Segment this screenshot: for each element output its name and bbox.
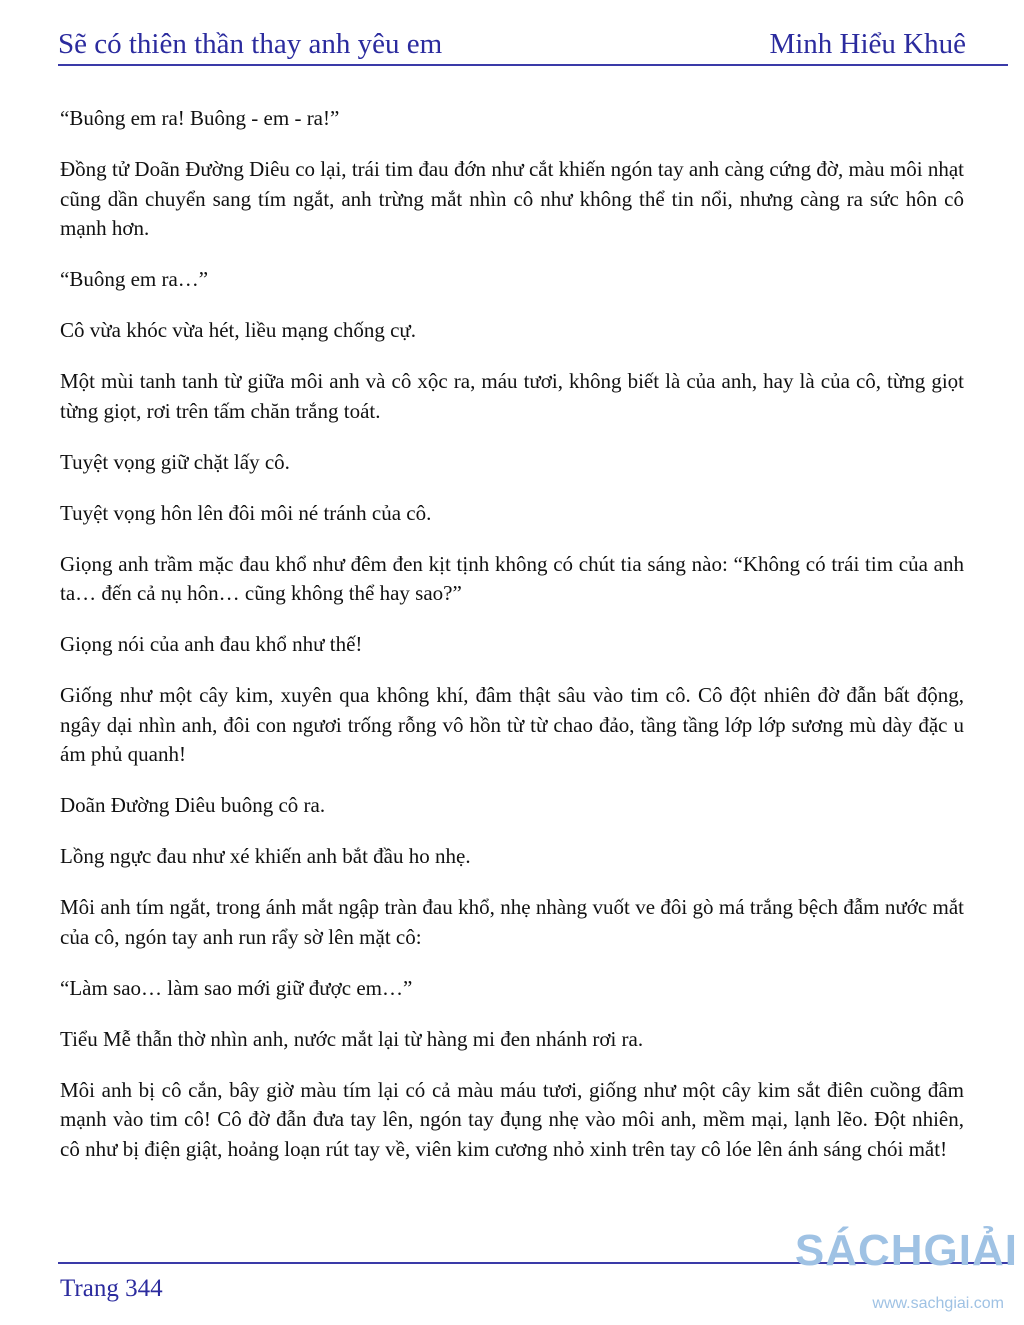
paragraph: Tuyệt vọng hôn lên đôi môi né tránh của cô. [60,500,432,525]
watermark-url: www.sachgiai.com [872,1295,1004,1312]
watermark-logo [794,1214,1024,1324]
paragraph: “Buông em ra! Buông - em - ra!” [60,106,340,130]
paragraph: Môi anh bị cô cắn, bây giờ màu tím lại có cả màu máu tươi, giống như một cây kim sắt điên cuồng đâm mạnh vào tim cô! Cô đờ đẫn đưa tay lên, ngón tay đụng nhẹ vào môi anh, mềm mại, lạnh lẽo. Đột nhiên, cô như bị điện giật, hoảng loạn rút tay về, viên kim cương nhỏ xinh trên tay cô lóe lên ánh sáng chói mắt! [60,1077,964,1161]
paragraph: Giọng nói của anh đau khổ như thế! [60,632,363,656]
paragraph: Lồng ngực đau như xé khiến anh bắt đầu ho nhẹ. [60,844,471,868]
page-header [58,24,966,64]
paragraph: Môi anh tím ngắt, trong ánh mắt ngập tràn đau khổ, nhẹ nhàng vuốt ve đôi gò má trắng bệch đẫm nước mắt của cô, ngón tay anh run rẩy sờ lên mặt cô: [60,895,964,949]
header-divider [58,64,1008,66]
page-number: Trang 344 [60,1275,163,1302]
book-title: Sẽ có thiên thần thay anh yêu em [58,28,443,60]
page-body [60,104,964,1186]
paragraph: Doãn Đường Diêu buông cô ra. [60,793,326,817]
author-name: Minh Hiểu Khuê [769,28,966,60]
paragraph: Giống như một cây kim, xuyên qua không khí, đâm thật sâu vào tim cô. Cô đột nhiên đờ đẫn bất động, ngây dại nhìn anh, đôi con ngươi trống rỗng vô hồn từ từ chao đảo, tầng tầng lớp lớp sương mù dày đặc u ám phủ quanh! [60,683,964,766]
watermark-brand: SÁCHGIẢI [794,1226,1018,1275]
paragraph: Cô vừa khóc vừa hét, liều mạng chống cự. [60,318,417,342]
paragraph: Giọng anh trầm mặc đau khổ như đêm đen kịt tịnh không có chút tia sáng nào: “Không có trái tim của anh ta… đến cả nụ hôn… cũng không thể hay sao?” [60,551,964,605]
paragraph: Đồng tử Doãn Đường Diêu co lại, trái tim đau đớn như cắt khiến ngón tay anh càng cứng đờ, màu môi nhạt cũng dần chuyển sang tím ngắt, anh trừng mắt nhìn cô như không thể tin nổi, nhưng càng ra sức hôn cô mạnh hơn. [60,157,964,240]
paragraph: Một mùi tanh tanh từ giữa môi anh và cô xộc ra, máu tươi, không biết là của anh, hay là của cô, từng giọt từng giọt, rơi trên tấm chăn trắng toát. [60,369,964,423]
paragraph: Tuyệt vọng giữ chặt lấy cô. [60,449,290,474]
paragraph: “Làm sao… làm sao mới giữ được em…” [60,975,413,1000]
paragraph: “Buông em ra…” [60,267,209,291]
paragraph: Tiểu Mễ thẫn thờ nhìn anh, nước mắt lại từ hàng mi đen nhánh rơi ra. [60,1026,644,1051]
